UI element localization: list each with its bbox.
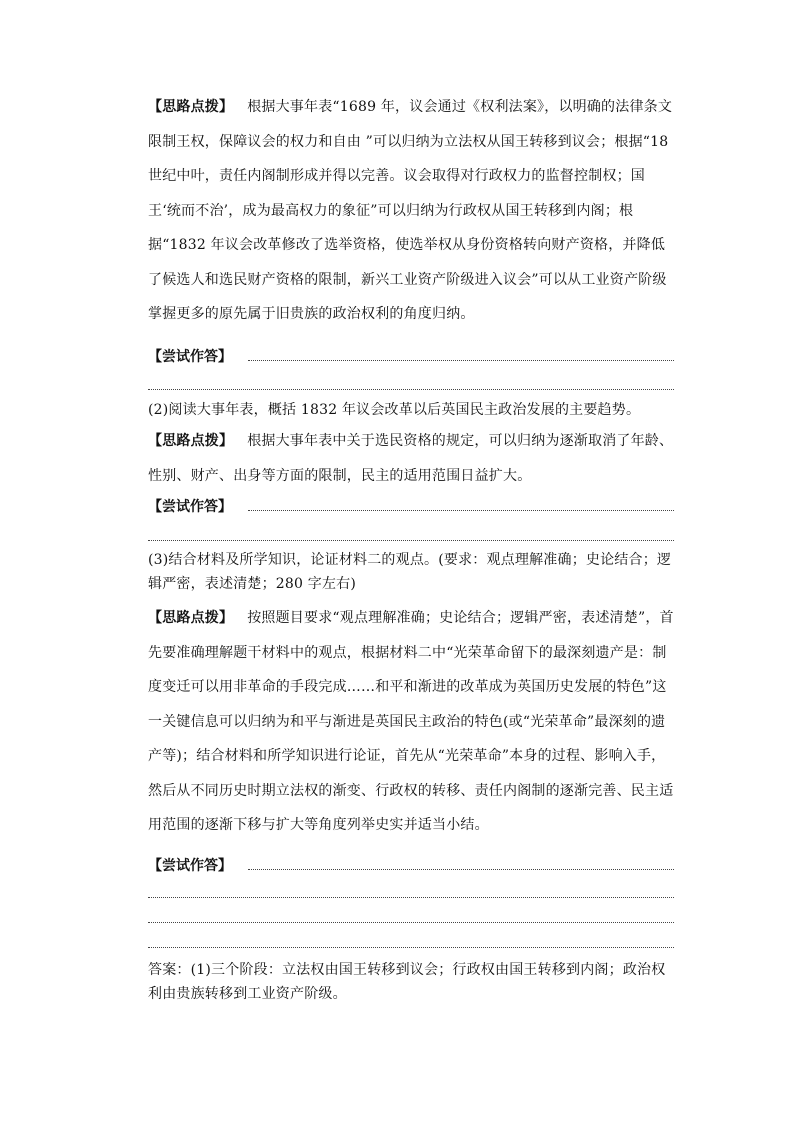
hint-paragraph-3 — [148, 601, 674, 843]
answer-row-1[interactable] — [148, 346, 674, 368]
answer-line[interactable] — [248, 360, 674, 361]
hint-label: 【思路点拨】 — [148, 610, 234, 626]
answer-line[interactable] — [148, 897, 674, 898]
answer-line[interactable] — [248, 869, 674, 870]
hint-label: 【思路点拨】 — [148, 99, 234, 115]
try-answer-label: 【尝试作答】 — [148, 349, 232, 365]
question-2 — [148, 398, 674, 422]
question-3 — [148, 548, 674, 596]
question-text: (2)阅读大事年表，概括 1832 年议会改革以后英国民主政治发展的主要趋势。 — [148, 402, 641, 418]
hint-text: 根据大事年表“1689 年，议会通过《权利法案》，以明确的法律条文限制王权，保障议会的权力和自由 ”可以归纳为立法权从国王转移到议会；根据“18 世纪中叶，责任内阁制形成并得以完善。议会取得对行政权力的监督控制权；国王‘统而不治’，成为最高权力的象征”可以归纳为行政权从国王转移到内阁；根据“1832 年议会改革修改了选举资格，使选举权从身份资格转向财产资格，并降低了候选人和选民财产资格的限制，新兴工业资产阶级进入议会”可以从工业资产阶级掌握更多的原先属于旧贵族的政治权利的角度归纳。 — [148, 99, 673, 322]
answer-row-2[interactable] — [148, 496, 674, 518]
answer-line[interactable] — [148, 922, 674, 923]
try-answer-label: 【尝试作答】 — [148, 858, 232, 874]
hint-text: 按照题目要求“观点理解准确；史论结合；逻辑严密，表述清楚”，首先要准确理解题干材料中的观点，根据材料二中“光荣革命留下的最深刻遗产是：制度变迁可以用非革命的手段完成……和平和渐进的改革成为英国历史发展的特色”这一关键信息可以归纳为和平与渐进是英国民主政治的特色(或“光荣革命”最深刻的遗产等)；结合材料和所学知识进行论证，首先从“光荣革命”本身的过程、影响入手，然后从不同历史时期立法权的渐变、行政权的转移、责任内阁制的逐渐完善、民主适用范围的逐渐下移与扩大等角度列举史实并适当小结。 — [148, 610, 674, 833]
answer-text: 答案：(1)三个阶段：立法权由国王转移到议会；行政权由国王转移到内阁；政治权利由贵族转移到工业资产阶级。 — [148, 962, 666, 1002]
answer-line[interactable] — [148, 540, 674, 541]
answer-row-3[interactable] — [148, 855, 674, 877]
answer-line[interactable] — [148, 389, 674, 390]
answer-paragraph — [148, 958, 674, 1006]
hint-text: 根据大事年表中关于选民资格的规定，可以归纳为逐渐取消了年龄、性别、财产、出身等方面的限制，民主的适用范围日益扩大。 — [148, 433, 674, 484]
hint-label: 【思路点拨】 — [148, 433, 234, 449]
hint-paragraph-1 — [148, 90, 674, 332]
hint-paragraph-2 — [148, 424, 674, 493]
question-text: (3)结合材料及所学知识，论证材料二的观点。(要求：观点理解准确；史论结合；逻辑严密，表述清楚；280 字左右) — [148, 552, 672, 592]
answer-line[interactable] — [148, 947, 674, 948]
answer-line[interactable] — [248, 510, 674, 511]
try-answer-label: 【尝试作答】 — [148, 499, 232, 515]
